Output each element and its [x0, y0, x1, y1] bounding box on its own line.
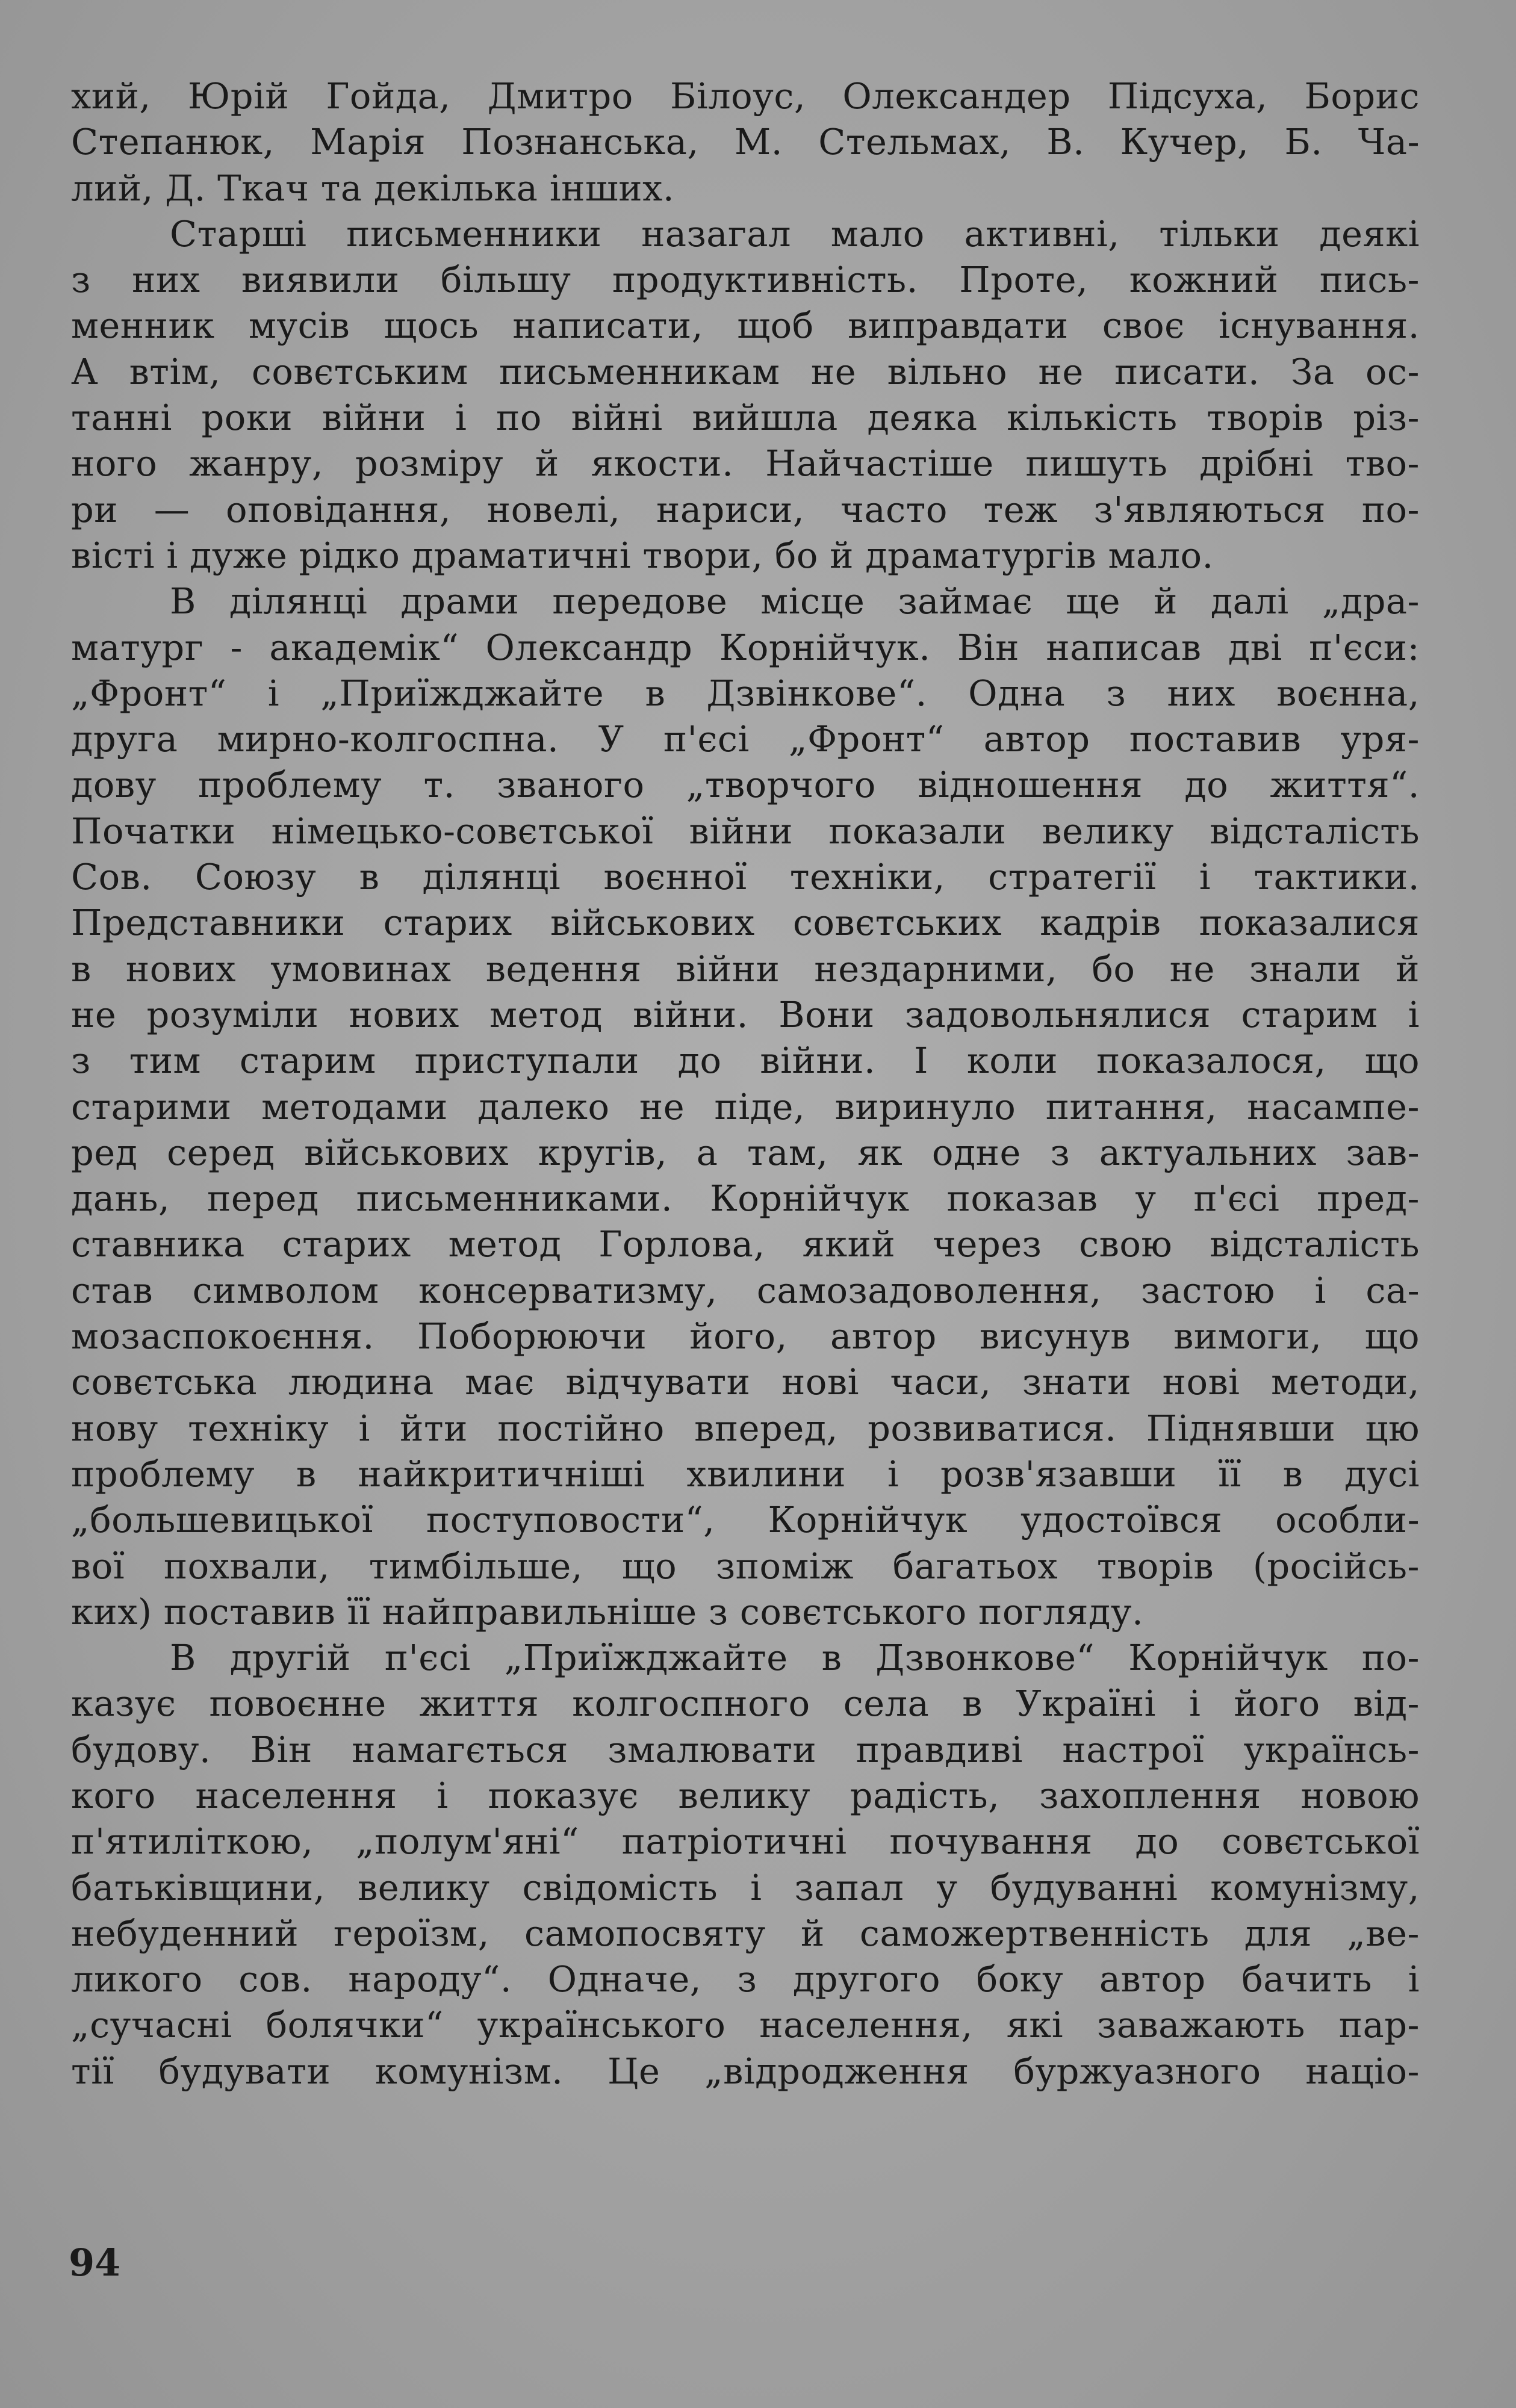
text-line: совєтська людина має відчувати нові часи, знати нові методи,: [71, 1361, 1420, 1403]
text-line: нову техніку і йти постійно вперед, розвиватися. Піднявши цю: [71, 1407, 1420, 1449]
text-line: п'ятиліткою, „полум'яні“ патріотичні почування до совєтської: [71, 1820, 1420, 1863]
text-line: дову проблему т. званого „творчого відношення до життя“.: [71, 764, 1420, 806]
text-line: хий, Юрій Гойда, Дмитро Білоус, Олександер Підсуха, Борис: [71, 75, 1420, 117]
text-line: „сучасні болячки“ українського населення, які заважають пар-: [71, 2004, 1420, 2046]
text-line: ких) поставив її найправильніше з совєтського погляду.: [71, 1590, 1144, 1633]
text-line: вої похвали, тимбільше, що зпоміж багатьох творів (російсь-: [71, 1545, 1420, 1587]
text-line: Старші письменники назагал мало активні, тільки деякі: [170, 213, 1420, 255]
text-line: друга мирно-колгоспна. У п'єсі „Фронт“ автор поставив уря-: [71, 718, 1420, 760]
text-line: дань, перед письменниками. Корнійчук показав у п'єсі пред-: [71, 1178, 1420, 1220]
text-line: проблему в найкритичніші хвилини і розв'язавши її в дусі: [71, 1453, 1420, 1495]
text-line: мозаспокоєння. Поборюючи його, автор висунув вимоги, що: [71, 1315, 1420, 1358]
text-line: не розуміли нових метод війни. Вони задовольнялися старим і: [71, 993, 1420, 1035]
paragraph-list: [71, 73, 1420, 2094]
text-line: танні роки війни і по війні вийшла деяка кількість творів різ-: [71, 397, 1420, 439]
text-line: став символом консерватизму, самозадоволення, застою і са-: [71, 1269, 1420, 1311]
text-line: Представники старих військових совєтських кадрів показалися: [71, 902, 1420, 944]
text-line: кого населення і показує велику радість, захоплення новою: [71, 1774, 1420, 1816]
text-line: з них виявили більшу продуктивність. Проте, кожний пись-: [71, 259, 1420, 301]
text-line: А втім, совєтським письменникам не вільно не писати. За ос-: [71, 350, 1420, 393]
text-line: „Фронт“ і „Приїжджайте в Дзвінкове“. Одна з них воєнна,: [71, 672, 1420, 714]
text-line: будову. Він намагється змалювати правдиві настрої українсь-: [71, 1728, 1420, 1770]
text-line: матург - академік“ Олександр Корнійчук. Він написав дві п'єси:: [71, 626, 1420, 668]
paragraph: [71, 1635, 1420, 2094]
text-line: ставника старих метод Горлова, який через свою відсталість: [71, 1223, 1420, 1265]
text-line: Початки німецько-совєтської війни показали велику відсталість: [71, 810, 1420, 852]
text-line: тії будувати комунізм. Це „відродження буржуазного націо-: [71, 2050, 1420, 2092]
text-line: „большевицької поступовости“, Корнійчук удостоївся особли-: [71, 1499, 1420, 1541]
paragraph: [71, 579, 1420, 1635]
text-line: ного жанру, розміру й якости. Найчастіше пишуть дрібні тво-: [71, 442, 1420, 485]
text-line: лий, Д. Ткач та декілька інших.: [71, 167, 675, 209]
text-line: батьківщини, велику свідомість і запал у будуванні комунізму,: [71, 1866, 1420, 1908]
text-line: старими методами далеко не піде, виринуло питання, насампе-: [71, 1085, 1420, 1128]
text-line: В другій п'єсі „Приїжджайте в Дзвонкове“ Корнійчук по-: [170, 1637, 1420, 1679]
text-line: в нових умовинах ведення війни нездарними, бо не знали й: [71, 948, 1420, 990]
page-number: 94: [69, 2241, 121, 2285]
paragraph: [71, 73, 1420, 211]
text-line: казує повоєнне життя колгоспного села в Україні і його від-: [71, 1683, 1420, 1725]
text-line: В ділянці драми передове місце займає ще й далі „дра-: [170, 580, 1420, 622]
text-line: ликого сов. народу“. Одначе, з другого боку автор бачить і: [71, 1958, 1420, 2000]
text-line: Сов. Союзу в ділянці воєнної техніки, стратегії і тактики.: [71, 856, 1420, 898]
text-line: менник мусів щось написати, щоб виправдати своє існування.: [71, 305, 1420, 347]
text-line: ред серед військових кругів, а там, як одне з актуальних зав-: [71, 1131, 1420, 1173]
text-line: небуденний героїзм, самопосвяту й саможертвенність для „ве-: [71, 1912, 1420, 1954]
text-line: ри — оповідання, новелі, нариси, часто теж з'являються по-: [71, 488, 1420, 530]
text-line: вісті і дуже рідко драматичні твори, бо й драматургів мало.: [71, 534, 1214, 576]
body-text: [71, 73, 1420, 2094]
paragraph: [71, 211, 1420, 579]
text-line: з тим старим приступали до війни. І коли показалося, що: [71, 1040, 1420, 1082]
text-line: Степанюк, Марія Познанська, М. Стельмах, В. Кучер, Б. Ча-: [71, 121, 1420, 163]
